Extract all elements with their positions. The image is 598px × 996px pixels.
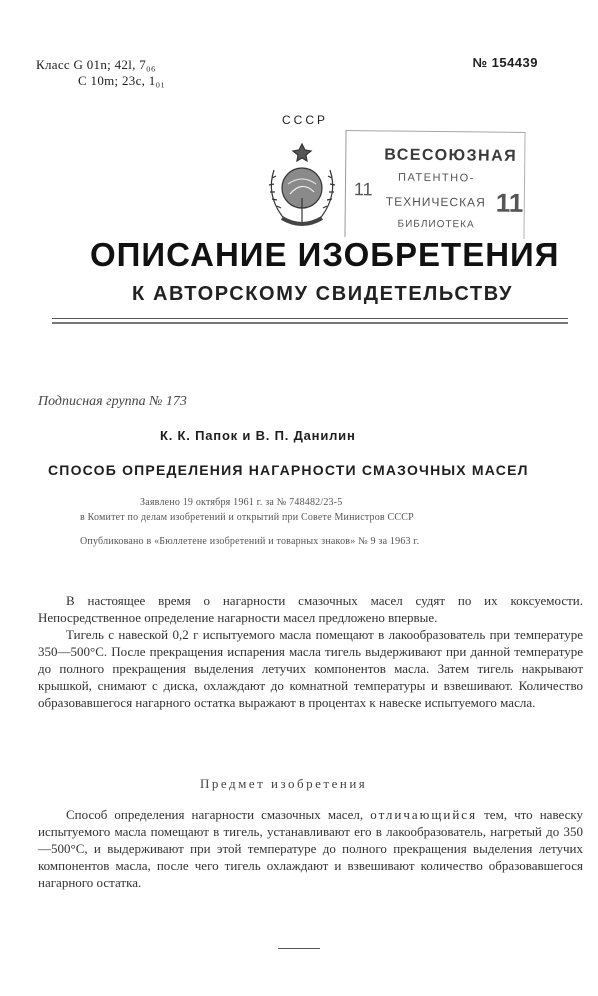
claim-text-after: тем, что навеску испытуемого масла помещают в тигель, устанавливают его в лакообразователь, нагретый до 350—500°С, и выдерживают при этой температуре до полного прекращения выделения летучих компонентов масла, после чего тигель охлаждают и взвешивают количество образовавшегося нагарного остатка. [38,807,584,890]
claim-text-before: Способ определения нагарности смазочных масел, [66,807,364,822]
publication-info: Опубликовано в «Бюллетене изобретений и товарных знаков» № 9 за 1963 г. [80,536,420,547]
authors: К. К. Папок и В. П. Данилин [160,428,356,443]
library-stamp [344,130,525,239]
body-paragraph-1 [38,592,583,626]
patent-number: № 154439 [472,55,538,70]
claim-heading: Предмет изобретения [200,776,368,791]
document-title: ОПИСАНИЕ ИЗОБРЕТЕНИЯ [90,236,560,273]
ussr-emblem-icon [262,140,342,237]
stamp-line-4: БИБЛИОТЕКА [397,218,475,231]
filing-info-line-2: в Комитет по делам изобретений и открытий при Совете Министров СССР [80,512,414,523]
classification-line-2: C 10m; 23c, 1₀₁ [78,73,166,88]
classification-line-1: Класс G 01n; 42l, 7₀₆ [36,57,156,72]
filing-info-line-1: Заявлено 19 октября 1961 г. за № 748482/23-5 [140,497,343,508]
claim-paragraph [38,806,583,891]
body-text: В настоящее время о нагарности смазочных масел судят по их коксуемости. Непосредственное определение нагарности масел предложено впервые. [38,593,583,625]
stamp-mark-right: 11 [495,187,524,218]
divider-line-thick [52,322,568,324]
stamp-line-1: ВСЕСОЮЗНАЯ [384,146,518,165]
divider-line [52,318,568,319]
body-text: Тигель с навеской 0,2 г испытуемого масла помещают в лакообразователь при температуре 350—500°С. После прекращения испарения масла тигель выдерживают при данной температуре до полного прекращения выделения летучих компонентов масла. Затем тигель накрывают крышкой, снимают с диска, охлаждают до комнатной температуры и взвешивают. Количество образовавшегося нагарного остатка выражают в процентах к навеске испытуемого масла. [38,627,583,710]
body-paragraph-2 [38,626,583,711]
stamp-mark-left: 11 [353,179,373,200]
patent-title: СПОСОБ ОПРЕДЕЛЕНИЯ НАГАРНОСТИ СМАЗОЧНЫХ МАСЕЛ [48,462,529,478]
stamp-line-3: ТЕХНИЧЕСКАЯ [385,194,486,210]
stamp-line-2: ПАТЕНТНО- [398,171,475,185]
claim-emphasis: отличающийся [370,807,478,822]
end-divider [278,948,320,949]
subscription-group: Подписная группа № 173 [38,394,187,409]
country-label: СССР [282,113,329,127]
document-subtitle: К АВТОРСКОМУ СВИДЕТЕЛЬСТВУ [132,283,514,305]
